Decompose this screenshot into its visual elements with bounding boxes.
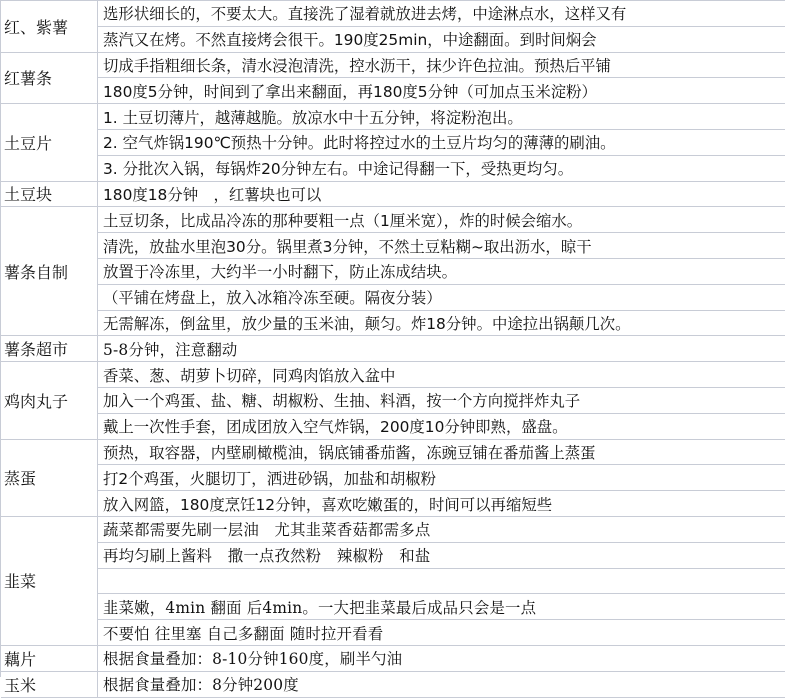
instruction-cell[interactable]: 不要怕 往里塞 自己多翻面 随时拉开看看 [98,620,785,646]
category-cell[interactable]: 韭菜 [1,517,98,646]
instruction-cell[interactable]: 1. 土豆切薄片，越薄越脆。放凉水中十五分钟，将淀粉泡出。 [98,104,785,130]
category-cell[interactable]: 鸡肉丸子 [1,362,98,439]
instruction-cell[interactable]: 根据食量叠加：8-10分钟160度，刷半勺油 [98,646,785,672]
instruction-cell[interactable]: 放置于冷冻里，大约半一小时翻下，防止冻成结块。 [98,259,785,285]
instruction-cell[interactable]: 根据食量叠加：8分钟200度 [98,672,785,698]
category-cell[interactable]: 红薯条 [1,53,98,105]
instruction-cell[interactable]: 蔬菜都需要先刷一层油 尤其韭菜香菇都需多点 [98,517,785,543]
instruction-cell[interactable]: 打2个鸡蛋，火腿切丁，洒进砂锅，加盐和胡椒粉 [98,465,785,491]
instruction-cell[interactable]: 香菜、葱、胡萝卜切碎，同鸡肉馅放入盆中 [98,362,785,388]
instruction-cell[interactable]: 180度5分钟，时间到了拿出来翻面，再180度5分钟（可加点玉米淀粉） [98,78,785,104]
category-cell[interactable]: 藕片 [1,646,98,672]
instruction-cell[interactable]: 选形状细长的，不要太大。直接洗了湿着就放进去烤，中途淋点水，这样又有 [98,1,785,27]
instruction-cell[interactable]: 180度18分钟 ，红薯块也可以 [98,182,785,208]
category-cell[interactable]: 薯条超市 [1,336,98,362]
category-cell[interactable]: 薯条自制 [1,207,98,336]
instruction-cell[interactable]: 蒸汽又在烤。不然直接烤会很干。190度25min，中途翻面。到时间焖会 [98,27,785,53]
instruction-cell[interactable]: 韭菜嫩，4min 翻面 后4min。一大把韭菜最后成品只会是一点 [98,594,785,620]
category-cell[interactable]: 玉米 [1,672,98,698]
instruction-cell[interactable]: 戴上一次性手套，团成团放入空气炸锅，200度10分钟即熟，盛盘。 [98,414,785,440]
instruction-cell[interactable]: 放入网篮，180度烹饪12分钟，喜欢吃嫩蛋的，时间可以再缩短些 [98,491,785,517]
instruction-cell[interactable]: 再均匀刷上酱料 撒一点孜然粉 辣椒粉 和盐 [98,543,785,569]
instruction-cell[interactable]: 预热，取容器，内壁刷橄榄油，锅底铺番茄酱，冻豌豆铺在番茄酱上蒸蛋 [98,440,785,466]
instruction-cell[interactable]: 土豆切条，比成品冷冻的那种要粗一点（1厘米宽），炸的时候会缩水。 [98,207,785,233]
category-cell[interactable]: 红、紫薯 [1,1,98,53]
instruction-cell[interactable]: （平铺在烤盘上，放入冰箱冷冻至硬。隔夜分装） [98,285,785,311]
instruction-cell[interactable]: 3. 分批次入锅，每锅炸20分钟左右。中途记得翻一下，受热更均匀。 [98,156,785,182]
category-cell[interactable]: 土豆片 [1,104,98,181]
instruction-cell[interactable]: 无需解冻，倒盆里，放少量的玉米油，颠匀。炸18分钟。中途拉出锅颠几次。 [98,311,785,337]
instruction-cell[interactable]: 5-8分钟，注意翻动 [98,336,785,362]
category-cell[interactable]: 蒸蛋 [1,440,98,517]
instruction-cell[interactable]: 2. 空气炸锅190℃预热十分钟。此时将控过水的土豆片均匀的薄薄的刷油。 [98,130,785,156]
category-cell[interactable]: 土豆块 [1,182,98,208]
instruction-cell[interactable]: 清洗，放盐水里泡30分。锅里煮3分钟，不然土豆粘糊~取出沥水，晾干 [98,233,785,259]
instruction-cell[interactable]: 加入一个鸡蛋、盐、糖、胡椒粉、生抽、料酒，按一个方向搅拌炸丸子 [98,388,785,414]
instruction-cell[interactable]: 切成手指粗细长条，清水浸泡清洗，控水沥干，抹少许色拉油。预热后平铺 [98,53,785,79]
instruction-cell[interactable] [98,569,785,595]
